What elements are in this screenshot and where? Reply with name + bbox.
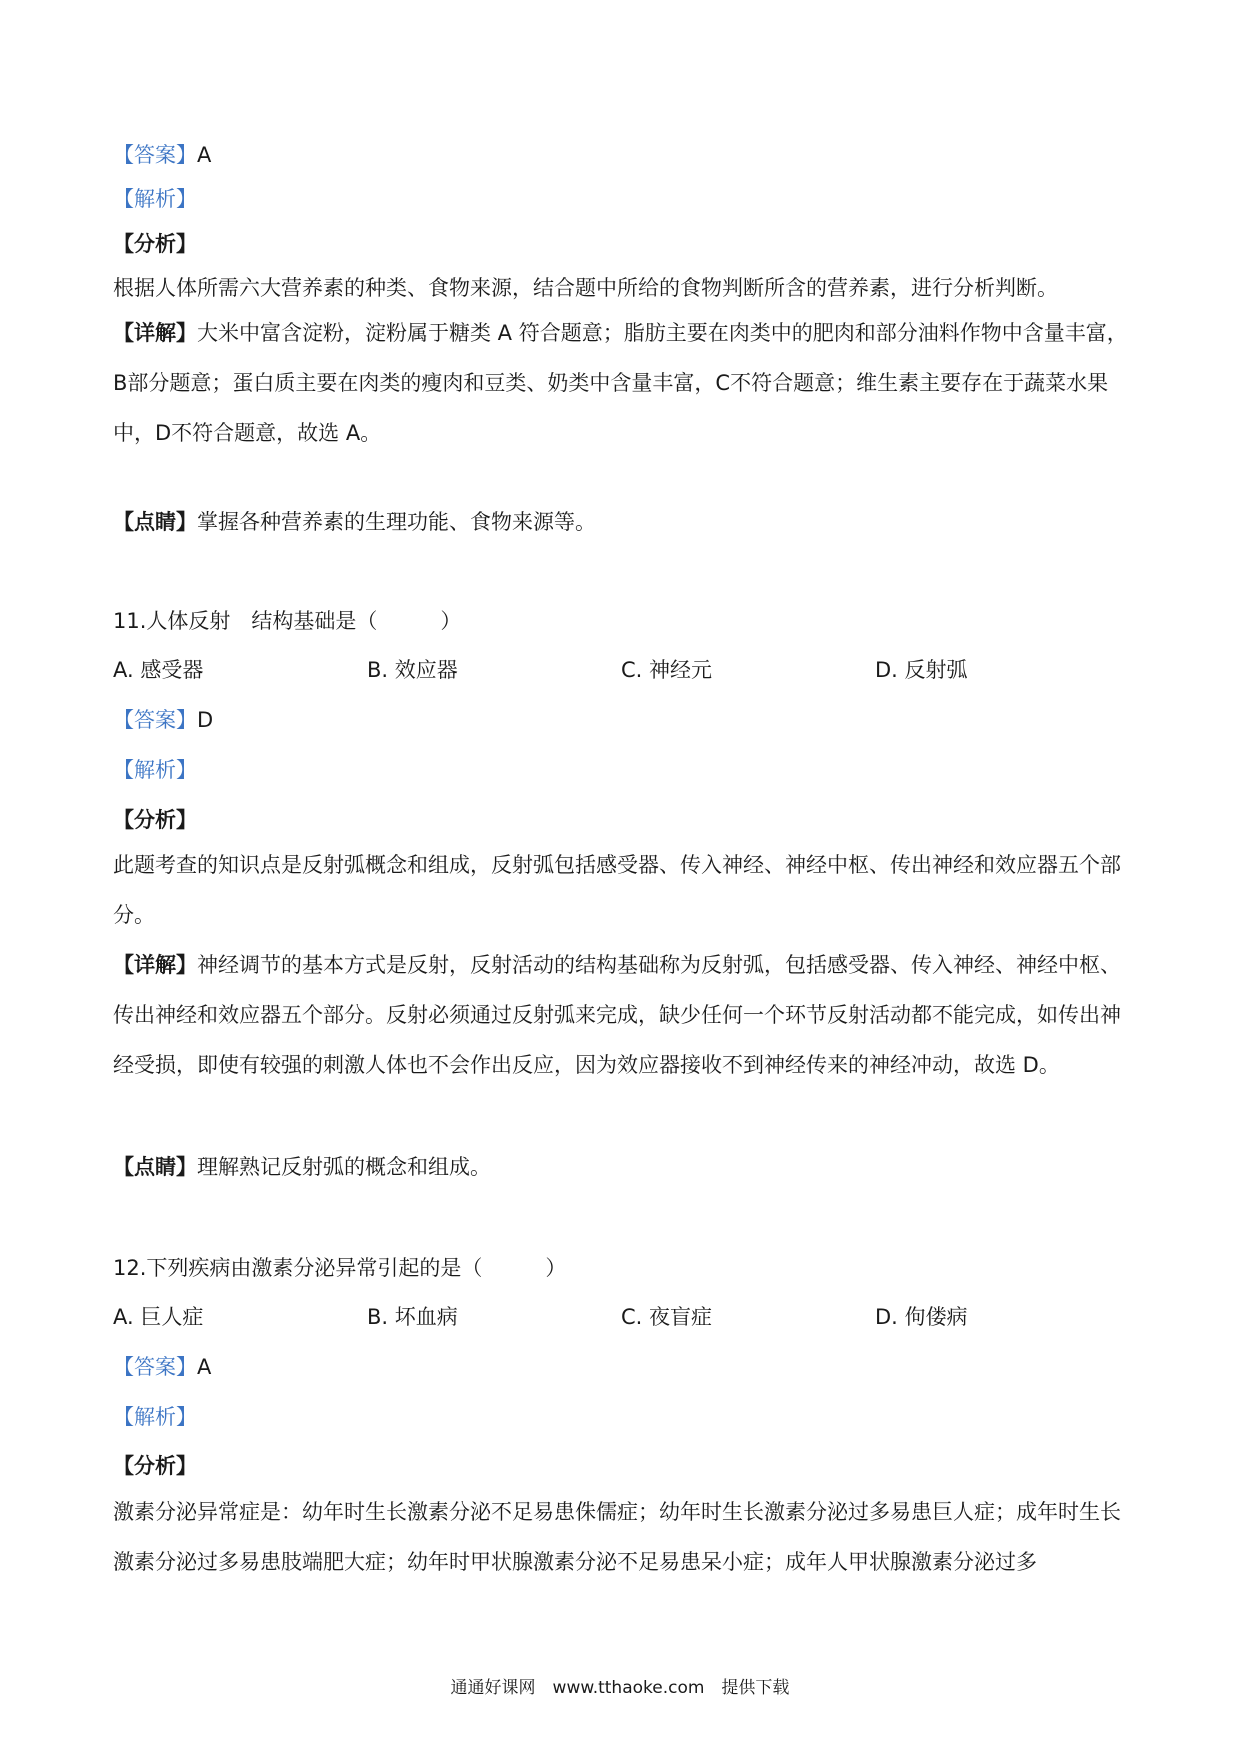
q12-fenxi-text: 激素分泌异常症是：幼年时生长激素分泌不足易患侏儒症；幼年时生长激素分泌过多易患巨人症；成年时生长激素分泌过多易患肢端肥大症；幼年时甲状腺激素分泌不足易患呆小症；成年人甲状腺激素分泌过多 [113,1500,1121,1574]
q10-dianjing [113,507,1135,537]
analysis-tag: 【解析】 [113,1405,197,1429]
q10-detail [113,308,1135,458]
detail-text: 大米中富含淀粉，淀粉属于糖类 A 符合题意；脂肪主要在肉类中的肥肉和部分油料作物中含量丰富，B部分题意；蛋白质主要在肉类的瘦肉和豆类、奶类中含量丰富，C不符合题意；维生素主要存在于蔬菜水果中，D不符合题意，故选 A。 [113,321,1128,445]
answer-tag: 【答案】 [113,143,197,167]
q12-fenxi-tag-line [113,1451,1135,1481]
q10-fenxi-tag-line [113,229,1135,259]
q11-question: 11.人体反射 结构基础是（ ） [113,609,462,633]
answer-tag: 【答案】 [113,708,197,732]
q12-question: 12.下列疾病由激素分泌异常引起的是（ ） [113,1256,567,1280]
q11-option-a: A. 感受器 [113,658,204,682]
q12-option-d: D. 佝偻病 [875,1305,968,1329]
q12-options [113,1302,1135,1332]
q12-option-a: A. 巨人症 [113,1305,204,1329]
dianjing-tag: 【点睛】 [113,510,197,534]
dianjing-text: 理解熟记反射弧的概念和组成。 [197,1155,491,1179]
q12-option-b: B. 坏血病 [367,1305,458,1329]
detail-text: 神经调节的基本方式是反射，反射活动的结构基础称为反射弧，包括感受器、传入神经、神经中枢、传出神经和效应器五个部分。反射必须通过反射弧来完成，缺少任何一个环节反射活动都不能完成，如传出神经受损，即使有较强的刺激人体也不会作出反应，因为效应器接收不到神经传来的神经冲动，故选 D。 [113,953,1121,1077]
q11-option-c: C. 神经元 [621,658,713,682]
q11-options [113,655,1135,685]
q11-dianjing [113,1152,1135,1182]
q11-detail [113,940,1135,1090]
q11-option-d: D. 反射弧 [875,658,968,682]
q10-answer-line [113,140,1135,170]
analysis-tag: 【解析】 [113,758,197,782]
q10-fenxi-text: 根据人体所需六大营养素的种类、食物来源，结合题中所给的食物判断所含的营养素，进行分析判断。 [113,276,1058,300]
answer-value: A [197,143,212,167]
detail-tag: 【详解】 [113,953,197,977]
answer-value: D [197,708,214,732]
answer-tag: 【答案】 [113,1355,197,1379]
fenxi-tag: 【分析】 [113,1454,197,1478]
q11-analysis-line [113,755,1135,785]
analysis-tag: 【解析】 [113,187,197,211]
fenxi-tag: 【分析】 [113,808,197,832]
dianjing-text: 掌握各种营养素的生理功能、食物来源等。 [197,510,596,534]
detail-tag: 【详解】 [113,321,197,345]
page-footer: 通通好课网 www.tthaoke.com 提供下载 [450,1678,790,1698]
answer-value: A [197,1355,212,1379]
q12-analysis-line [113,1402,1135,1432]
q11-fenxi-tag-line [113,805,1135,835]
q11-answer-line [113,705,1135,735]
q11-option-b: B. 效应器 [367,658,458,682]
q12-option-c: C. 夜盲症 [621,1305,713,1329]
fenxi-tag: 【分析】 [113,232,197,256]
q12-answer-line [113,1352,1135,1382]
q10-analysis-line [113,184,1135,214]
dianjing-tag: 【点睛】 [113,1155,197,1179]
q11-fenxi-text: 此题考查的知识点是反射弧概念和组成，反射弧包括感受器、传入神经、神经中枢、传出神经和效应器五个部分。 [113,853,1121,927]
